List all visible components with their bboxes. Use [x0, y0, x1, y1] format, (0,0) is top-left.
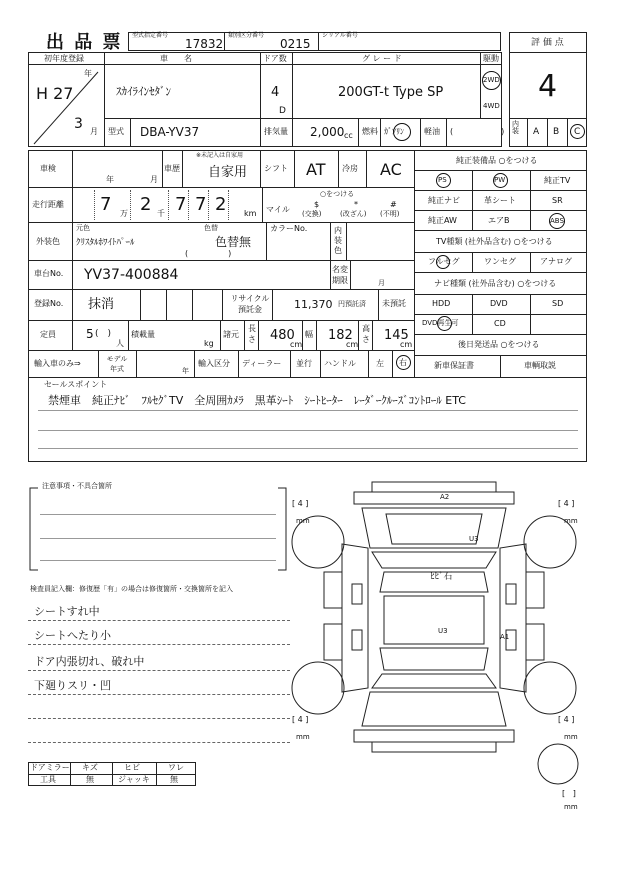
- fuel-value: ｶﾞｿﾘﾝ: [384, 127, 404, 136]
- tools-tool: 工具: [40, 775, 56, 784]
- interior-color-label: 内装色: [334, 226, 342, 255]
- drive-4wd: 4WD: [483, 102, 500, 110]
- displacement-unit: cc: [344, 131, 353, 140]
- equip-sr: SR: [552, 196, 563, 205]
- shift-label: シフト: [264, 164, 288, 173]
- first-reg-year-unit: 年: [84, 69, 92, 78]
- width-value: 182: [328, 328, 353, 343]
- height-value: 145: [384, 328, 409, 343]
- navi-dvd: DVD: [490, 299, 508, 308]
- model-value: DBA-YV37: [140, 125, 200, 139]
- rating-value: 4: [538, 69, 558, 104]
- tire-rl-unit: mm: [296, 733, 310, 741]
- equip-abs: ABS: [550, 217, 564, 225]
- doors-value: 4: [271, 85, 280, 100]
- load-unit: kg: [204, 339, 214, 348]
- interior-b: B: [553, 127, 560, 137]
- length-cm: cm: [290, 340, 303, 349]
- inspector-label: 検査員記入欄：修復歴「有」の場合は修復箇所・交換箇所を記入: [30, 585, 233, 593]
- tools-jack-value: 無: [170, 775, 178, 784]
- drive-2wd: 2WD: [483, 76, 500, 84]
- color-paren: ( ): [185, 249, 232, 258]
- width-label: 幅: [305, 330, 313, 339]
- navi-cd: CD: [494, 319, 506, 328]
- doors-type: D: [279, 106, 286, 116]
- dealer-label: ディーラー: [242, 359, 282, 368]
- diagram-label-a1: A1: [500, 633, 510, 641]
- shift-value: AT: [306, 160, 326, 179]
- equip-ps: PS: [438, 176, 447, 184]
- navi-dvd-play: DVD再生可: [422, 319, 459, 327]
- tools-tool-value: 無: [86, 775, 94, 784]
- note-line-2: シートへたり小: [34, 629, 111, 642]
- diagram-label-a2: A2: [440, 493, 450, 501]
- load-label: 積載量: [131, 330, 155, 339]
- right-label: 右: [399, 358, 407, 367]
- tire-fr-unit: mm: [564, 517, 578, 525]
- equip-pw: PW: [494, 176, 506, 184]
- chassis-value: YV37-400884: [84, 267, 179, 283]
- dollar-sub: (交換): [302, 210, 322, 218]
- tools-header-break: ワレ: [168, 763, 184, 772]
- name-change-label: 名変期限: [332, 265, 348, 285]
- capacity-unit: 人: [116, 339, 124, 348]
- history-note: ※未記入は自家用: [196, 152, 244, 159]
- star-mark: *: [354, 200, 358, 209]
- mileage-d1: 7: [100, 194, 112, 215]
- note-line-4: 下廻りスリ・凹: [34, 679, 111, 692]
- handle-label: ハンドル: [324, 359, 356, 368]
- mileage-label: 走行距離: [32, 200, 64, 209]
- header-number-row: [128, 32, 501, 51]
- dollar-mark: $: [314, 200, 320, 209]
- mark-note: ○をつける: [320, 190, 355, 198]
- car-name-label: 車 名: [160, 54, 192, 63]
- equip-oem-tv: 純正TV: [544, 176, 571, 185]
- interior-a: A: [533, 127, 540, 137]
- mileage-sen: 千: [157, 209, 165, 218]
- note-line-3: ドア内張切れ、破れ中: [34, 655, 145, 668]
- mileage-unit: km: [244, 209, 257, 218]
- inspection-month-unit: 月: [150, 175, 158, 184]
- color-label: 外装色: [36, 237, 60, 246]
- drive-label: 駆動: [483, 54, 499, 63]
- import-label: 輸入車のみ⇒: [34, 359, 81, 368]
- spare-tire-unit: mm: [564, 803, 578, 811]
- mileage-d5: 2: [215, 194, 227, 215]
- recycle-unpaid: 未預託: [382, 299, 406, 308]
- hash-sub: (不明): [380, 210, 400, 218]
- model-designation-label: 型式指定番号: [132, 32, 169, 39]
- mileage-d4: 7: [195, 194, 207, 215]
- car-name-value: ｽｶｲﾗｲﾝｾﾀﾞﾝ: [116, 85, 171, 98]
- dimension-label: 諸元: [223, 330, 239, 339]
- class-label: 類別区分番号: [228, 32, 265, 39]
- oem-label: 純正装備品 ○をつける: [456, 156, 538, 165]
- tv-analog: アナログ: [540, 257, 572, 266]
- first-reg-era: H 27: [36, 84, 74, 103]
- inspection-label: 車検: [40, 164, 56, 173]
- tools-header-scratch: キズ: [82, 763, 98, 772]
- model-year-unit: 年: [182, 367, 189, 375]
- tire-fr-depth: [ 4 ]: [558, 499, 575, 508]
- mileage-man: 万: [120, 209, 128, 218]
- original-color-value: ｸﾘｽﾀﾙﾎﾜｲﾄﾊﾟｰﾙ: [76, 238, 135, 248]
- reg-label: 登録No.: [34, 299, 64, 308]
- tv-label: TV種類 (社外品含む) ○をつける: [436, 237, 553, 246]
- navi-hdd: HDD: [432, 299, 451, 308]
- tire-fl-depth: [ 4 ]: [292, 499, 309, 508]
- tire-rr-depth: [ 4 ]: [558, 715, 575, 724]
- spare-tire-depth: [ ]: [562, 789, 576, 798]
- history-label: 車歴: [164, 164, 180, 173]
- left-label: 左: [376, 359, 384, 368]
- first-reg-month-unit: 月: [90, 127, 98, 136]
- hash-mark: #: [390, 200, 397, 209]
- serial-label: シリアル番号: [322, 32, 358, 39]
- mile-label: マイル: [266, 205, 290, 214]
- grade-value: 200GT-t Type SP: [338, 85, 444, 100]
- car-diagram: [290, 474, 610, 814]
- mileage-d3: 7: [175, 194, 187, 215]
- tv-fullseg: フルセグ: [428, 257, 460, 266]
- history-value: 自家用: [208, 165, 248, 180]
- reg-value: 抹消: [88, 297, 115, 312]
- star-sub: (改ざん): [340, 210, 367, 218]
- sales-text: 禁煙車 純正ﾅﾋﾞ ﾌﾙｾｸﾞTV 全周囲ｶﾒﾗ 黒革ｼｰﾄ ｼｰﾄﾋｰﾀｰ ﾚｰﾀﾞｰｸﾙｰｽﾞｺﾝﾄﾛｰﾙ ETC: [48, 394, 466, 407]
- tire-rr-unit: mm: [564, 733, 578, 741]
- interior-c: C: [574, 127, 581, 137]
- class-value: 0215: [280, 37, 311, 51]
- equip-oem-aw: 純正AW: [428, 216, 457, 225]
- length-value: 480: [270, 328, 295, 343]
- displacement-label: 排気量: [264, 127, 288, 136]
- original-color-label: 元色: [76, 224, 90, 232]
- oil-bracket: ( ): [450, 127, 505, 136]
- first-reg-label: 初年度登録: [44, 54, 84, 63]
- parallel-label: 並行: [296, 359, 312, 368]
- chassis-label: 車台No.: [34, 269, 64, 278]
- tire-rl-depth: [ 4 ]: [292, 715, 309, 724]
- tv-oneseg: ワンセグ: [484, 257, 516, 266]
- color-code-label: 色替: [204, 224, 218, 232]
- rating-label: 評 価 点: [531, 38, 564, 48]
- equip-oem-navi: 純正ナビ: [428, 196, 460, 205]
- ac-label: 冷房: [342, 164, 358, 173]
- height-label: 高さ: [362, 324, 370, 344]
- model-label: 型式: [108, 127, 124, 136]
- model-designation-value: 17832: [185, 37, 224, 51]
- diagram-label-u3-top: U3: [469, 535, 479, 543]
- later-manual: 車輌取説: [524, 361, 556, 370]
- capacity-value: 5: [86, 327, 94, 341]
- tools-header-crack: ヒビ: [124, 763, 140, 772]
- fuel-label: 燃料: [362, 127, 378, 136]
- note-line-1: シートすれ中: [34, 605, 100, 618]
- sales-label: セールスポイント: [44, 380, 108, 389]
- grade-label: グ レ ー ド: [362, 54, 402, 63]
- mileage-d2: 2: [140, 194, 152, 215]
- first-reg-month: 3: [74, 116, 83, 132]
- tools-header-mirror: ドアミラー: [30, 763, 70, 772]
- equip-airbag: エアB: [488, 216, 510, 225]
- color-change-value: 色替無: [215, 235, 252, 249]
- tools-jack: ジャッキ: [118, 775, 150, 784]
- inspection-year-unit: 年: [106, 175, 114, 184]
- recycle-value: 11,370: [294, 298, 333, 311]
- equip-leather: 革シート: [484, 196, 516, 205]
- color-no-label: カラーNo.: [270, 224, 308, 233]
- navi-label: ナビ種類 (社外品含む) ○をつける: [434, 279, 557, 288]
- tire-fl-unit: mm: [296, 517, 310, 525]
- later-warranty: 新車保証書: [434, 361, 474, 370]
- interior-label: 内装: [512, 120, 519, 135]
- diagram-label-u3-bottom: U3: [438, 627, 448, 635]
- navi-sd: SD: [552, 299, 564, 308]
- import-class-label: 輸入区分: [198, 359, 230, 368]
- length-label: 長さ: [248, 324, 256, 344]
- displacement-value: 2,000: [310, 125, 345, 139]
- height-cm: cm: [400, 340, 413, 349]
- model-year-label: モデル年式: [106, 355, 128, 373]
- name-change-month: 月: [378, 279, 385, 287]
- doors-label: ドア数: [263, 54, 287, 63]
- oil-label: 軽油: [424, 127, 440, 136]
- recycle-label: リサイクル預託金: [230, 294, 270, 314]
- width-cm: cm: [346, 340, 359, 349]
- later-label: 後日発送品 ○をつける: [458, 340, 540, 349]
- capacity-paren: ( ): [95, 329, 112, 339]
- ac-value: AC: [380, 160, 402, 179]
- diagram-label-chip: ﾋﾋﾞ石: [430, 572, 453, 582]
- notes-label: 注意事項・不具合箇所: [42, 482, 112, 490]
- recycle-unit: 円預託済: [338, 300, 366, 308]
- form-title: 出 品 票: [46, 32, 123, 53]
- capacity-label: 定員: [40, 330, 56, 339]
